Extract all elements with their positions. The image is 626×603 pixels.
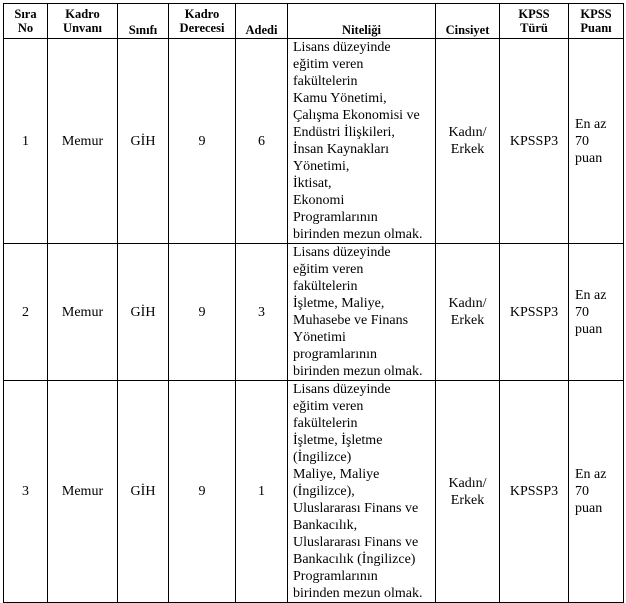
cell-kadro-unvani: Memur: [48, 244, 118, 381]
cell-sinifi: GİH: [118, 381, 169, 603]
header-kpss-turu: KPSS Türü: [500, 4, 569, 39]
cell-kpss-puani: En az 70 puan: [569, 244, 624, 381]
cell-niteligi: Lisans düzeyinde eğitim veren fakültelerin İşletme, İşletme (İngilizce) Maliye, Maliye (İngilizce), Uluslararası Finans ve Bankacılık, Uluslararası Finans ve Bankacılık (İngilizce) Programlarının birinden mezun olmak.: [288, 381, 436, 603]
cell-adedi: 6: [236, 39, 288, 244]
cell-kadro-derecesi: 9: [169, 39, 236, 244]
cell-kadro-derecesi: 9: [169, 244, 236, 381]
cell-sira-no: 2: [4, 244, 48, 381]
cell-kpss-puani: En az 70 puan: [569, 39, 624, 244]
cell-niteligi: Lisans düzeyinde eğitim veren fakültelerin Kamu Yönetimi, Çalışma Ekonomisi ve Endüstri İlişkileri, İnsan Kaynakları Yönetimi, İktisat, Ekonomi Programlarının birinden mezun olmak.: [288, 39, 436, 244]
header-sira-no: Sıra No: [4, 4, 48, 39]
cell-kadro-unvani: Memur: [48, 381, 118, 603]
cell-sira-no: 1: [4, 39, 48, 244]
header-adedi: Adedi: [236, 4, 288, 39]
cell-adedi: 3: [236, 244, 288, 381]
header-kadro-derecesi: Kadro Derecesi: [169, 4, 236, 39]
header-niteligi: Niteliği: [288, 4, 436, 39]
header-sinifi: Sınıfı: [118, 4, 169, 39]
table-row: [4, 244, 624, 381]
cell-kpss-turu: KPSSP3: [500, 244, 569, 381]
cell-adedi: 1: [236, 381, 288, 603]
cell-kpss-turu: KPSSP3: [500, 39, 569, 244]
cell-sinifi: GİH: [118, 244, 169, 381]
cell-kadro-unvani: Memur: [48, 39, 118, 244]
header-row: [4, 4, 624, 39]
table-row: [4, 381, 624, 603]
cell-niteligi: Lisans düzeyinde eğitim veren fakültelerin İşletme, Maliye, Muhasebe ve Finans Yönetimi programlarının birinden mezun olmak.: [288, 244, 436, 381]
position-table: [3, 3, 624, 603]
cell-kpss-puani: En az 70 puan: [569, 381, 624, 603]
cell-cinsiyet: Kadın/ Erkek: [436, 39, 500, 244]
cell-kadro-derecesi: 9: [169, 381, 236, 603]
header-kpss-puani: KPSS Puanı: [569, 4, 624, 39]
cell-sira-no: 3: [4, 381, 48, 603]
cell-kpss-turu: KPSSP3: [500, 381, 569, 603]
header-cinsiyet: Cinsiyet: [436, 4, 500, 39]
cell-cinsiyet: Kadın/ Erkek: [436, 381, 500, 603]
header-kadro-unvani: Kadro Unvanı: [48, 4, 118, 39]
table-row: [4, 39, 624, 244]
cell-cinsiyet: Kadın/ Erkek: [436, 244, 500, 381]
cell-sinifi: GİH: [118, 39, 169, 244]
